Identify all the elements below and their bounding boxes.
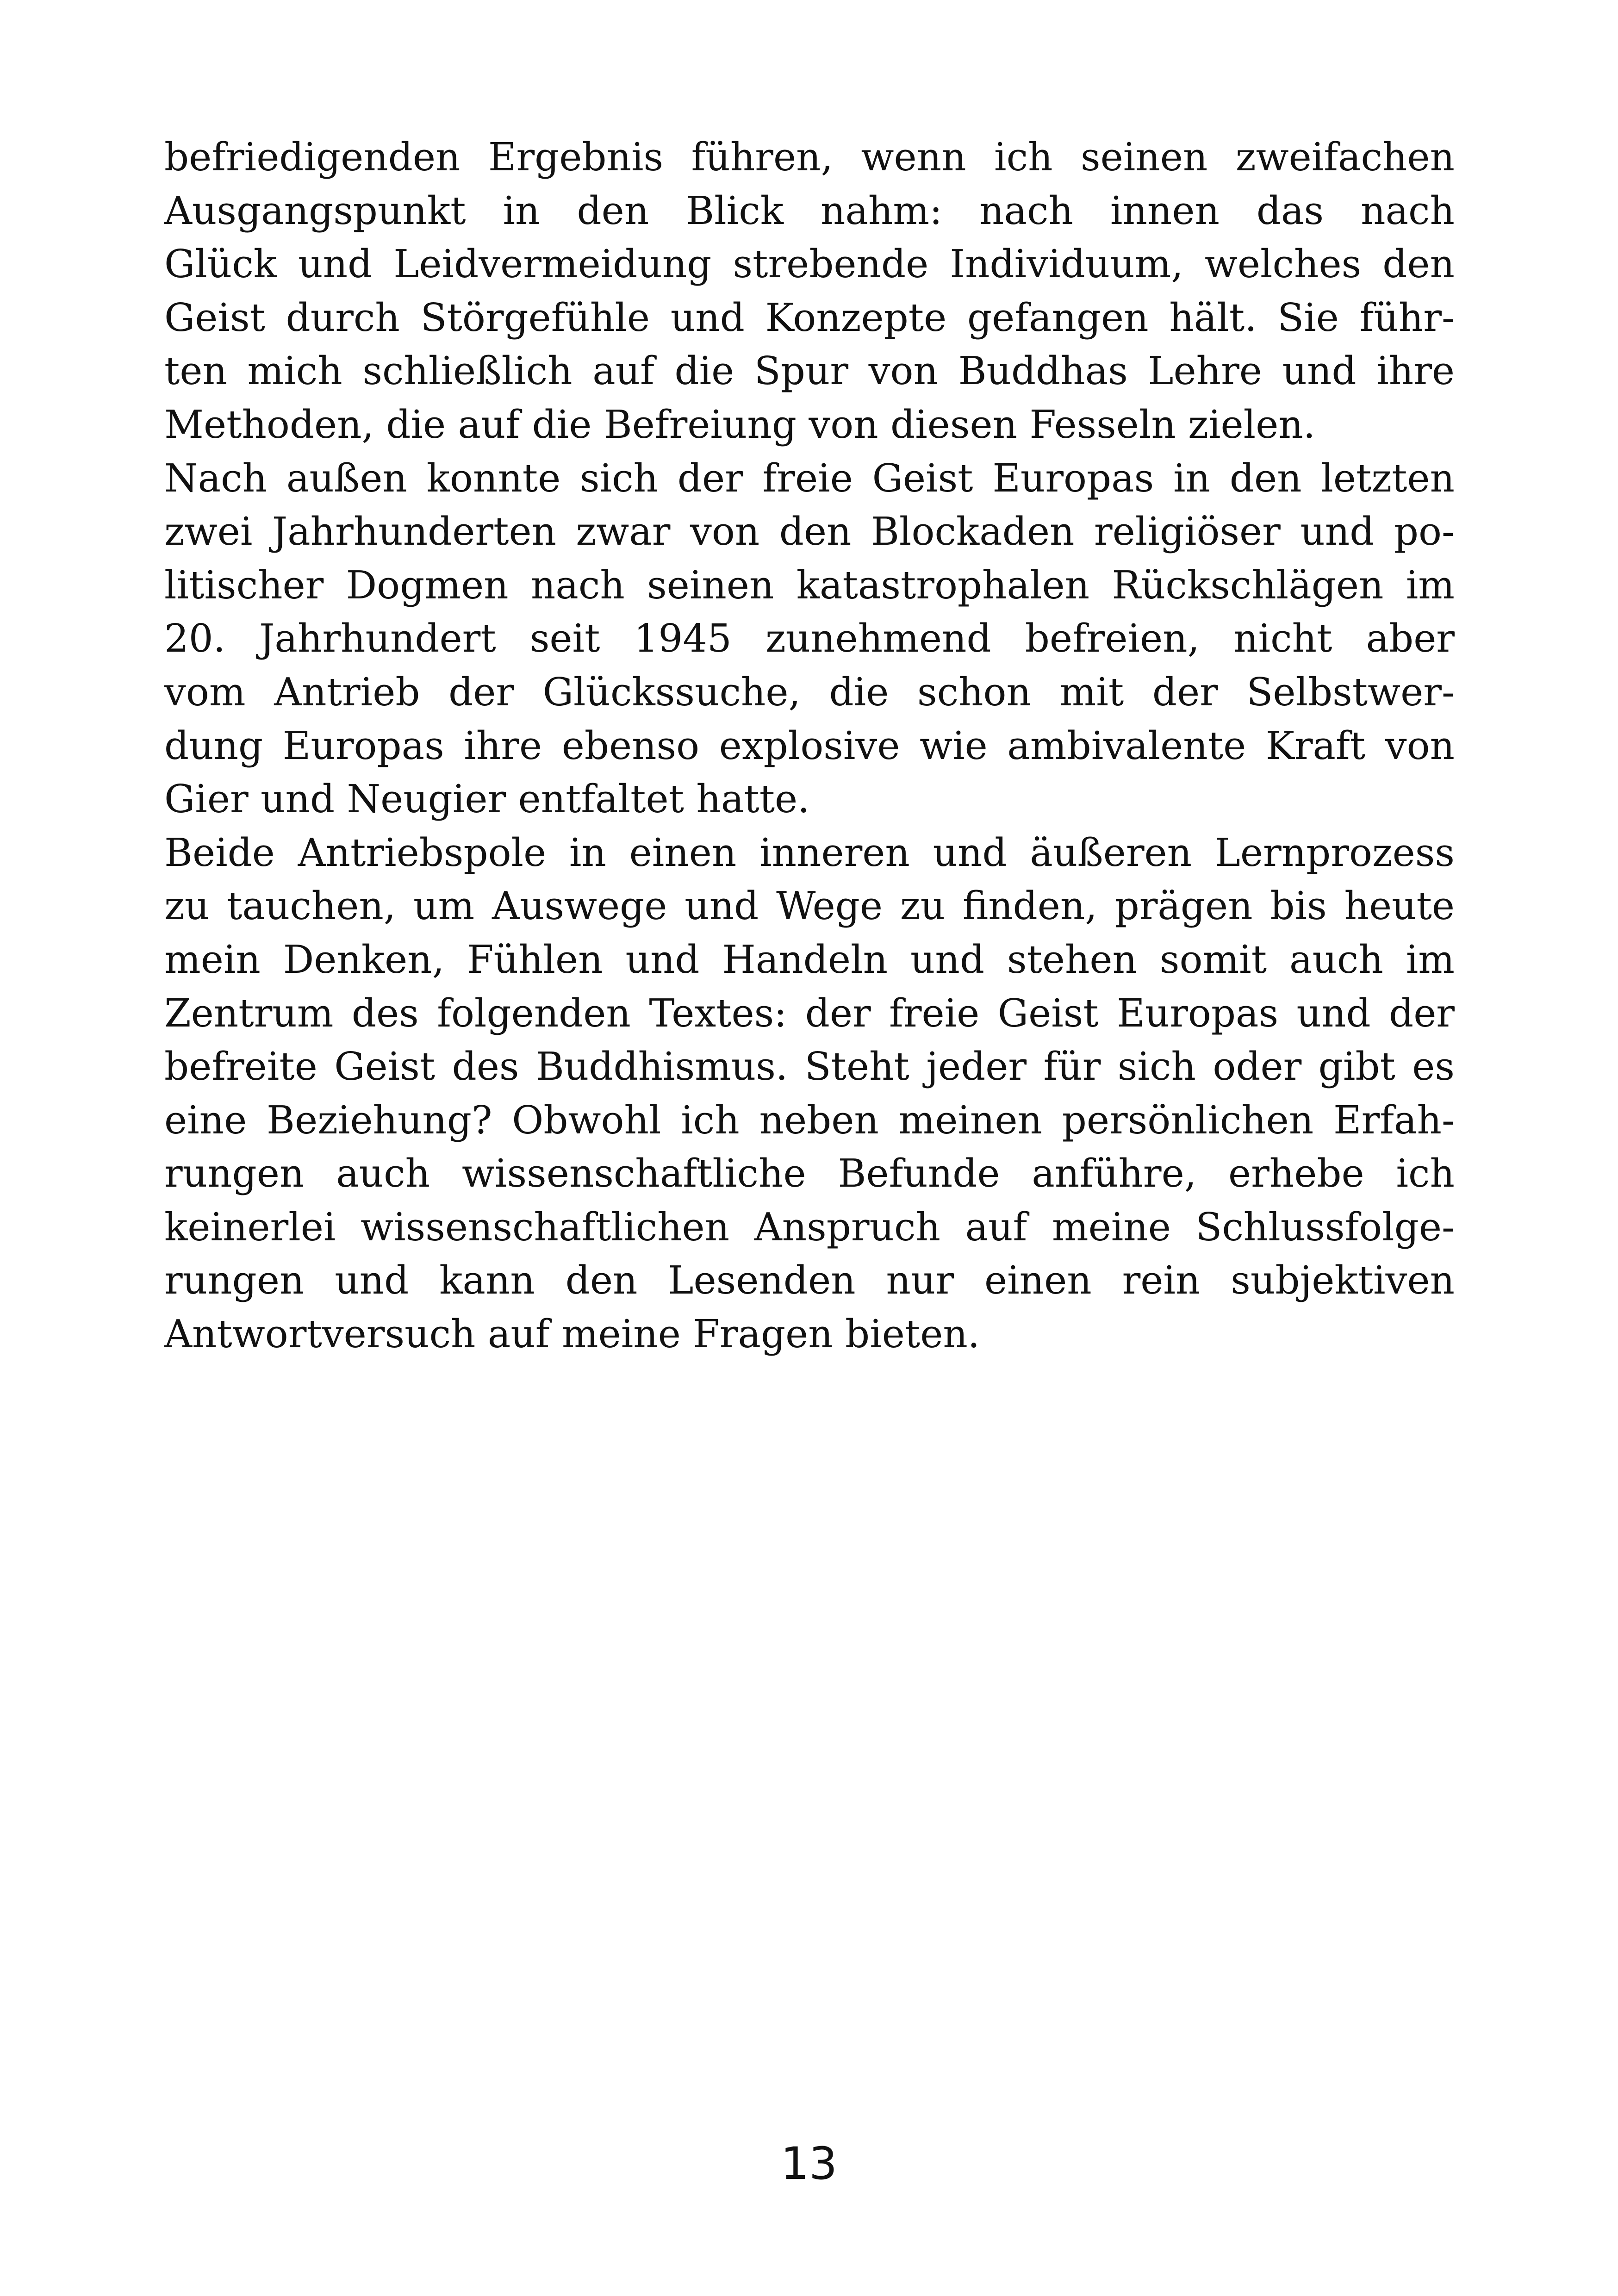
text-line: Gier und Neugier entfaltet hatte. (164, 777, 810, 822)
text-line: Nach außen konnte sich der freie Geist Europas in den letzten (164, 455, 1455, 501)
text-line: eine Beziehung? Obwohl ich neben meinen persönlichen Erfah- (164, 1097, 1455, 1143)
text-line: ten mich schließlich auf die Spur von Buddhas Lehre und ihre (164, 348, 1455, 394)
text-line: vom Antrieb der Glückssuche, die schon mit der Selbstwer- (164, 669, 1455, 715)
text-line: rungen und kann den Lesenden nur einen rein subjektiven (164, 1258, 1455, 1303)
text-line: Ausgangspunkt in den Blick nahm: nach innen das nach (164, 188, 1455, 233)
text-line: befriedigenden Ergebnis führen, wenn ich seinen zweifachen (164, 135, 1455, 180)
body-text (164, 131, 1455, 1361)
text-line: keinerlei wissenschaftlichen Anspruch auf meine Schlussfolge- (164, 1204, 1455, 1250)
text-line: Antwortversuch auf meine Fragen bieten. (164, 1312, 980, 1357)
text-line: befreite Geist des Buddhismus. Steht jeder für sich oder gibt es (164, 1044, 1455, 1089)
text-line: dung Europas ihre ebenso explosive wie ambivalente Kraft von (164, 723, 1455, 768)
text-line: zu tauchen, um Auswege und Wege zu finden, prägen bis heute (164, 884, 1455, 929)
page-number: 13 (780, 2138, 838, 2190)
text-line: Geist durch Störgefühle und Konzepte gefangen hält. Sie führ- (164, 295, 1455, 340)
text-line: 20. Jahrhundert seit 1945 zunehmend befreien, nicht aber (164, 616, 1455, 661)
text-line: mein Denken, Fühlen und Handeln und stehen somit auch im (164, 937, 1455, 982)
text-line: Glück und Leidvermeidung strebende Individuum, welches den (164, 242, 1455, 287)
text-line: zwei Jahrhunderten zwar von den Blockaden religiöser und po- (164, 509, 1455, 554)
text-line: litischer Dogmen nach seinen katastrophalen Rückschlägen im (164, 562, 1455, 608)
text-line: Zentrum des folgenden Textes: der freie Geist Europas und der (164, 990, 1455, 1036)
text-line: Methoden, die auf die Befreiung von diesen Fesseln zielen. (164, 402, 1316, 447)
text-line: rungen auch wissenschaftliche Befunde anführe, erhebe ich (164, 1151, 1455, 1196)
text-line: Beide Antriebspole in einen inneren und äußeren Lernprozess (164, 830, 1455, 875)
